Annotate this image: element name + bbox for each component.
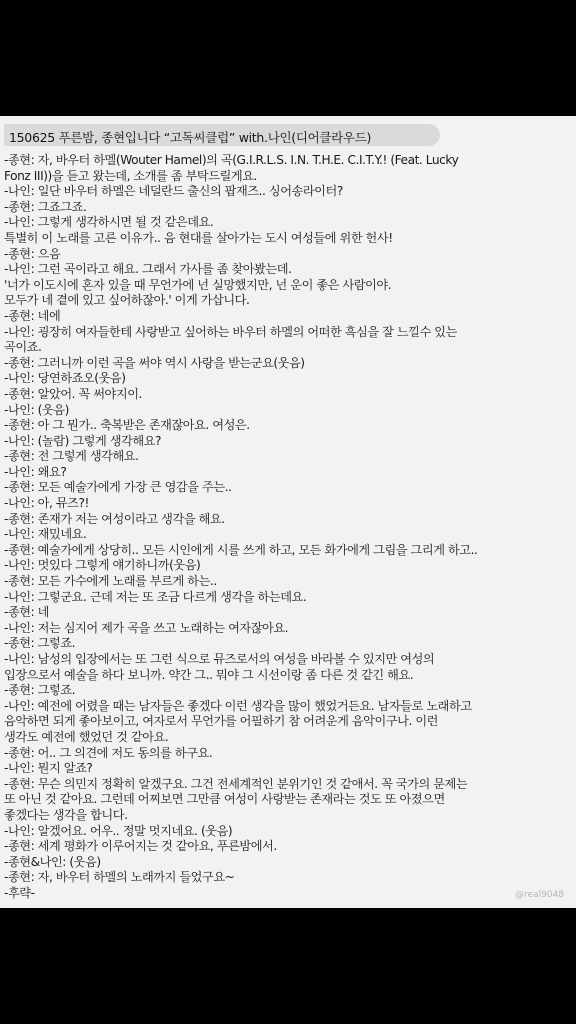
transcript-line: -나인: (놀람) 그렇게 생각해요? — [4, 433, 162, 448]
transcript-line: 좋겠다는 생각을 합니다. — [4, 807, 128, 822]
transcript-line: Fonz III))을 듣고 왔는데, 소개를 좀 부탁드릴게요. — [4, 168, 257, 183]
document-page — [0, 116, 576, 908]
transcript-line: -종현: 아 그 뭔가.. 축복받은 존재잖아요. 여성은. — [4, 418, 250, 433]
transcript-line: 생각도 예전에 했었던 것 같아요. — [4, 729, 169, 744]
transcript-line: -나인: 그렇게 생각하시면 될 것 같은데요. — [4, 215, 214, 230]
transcript-line: -나인: 그런 곡이라고 해요. 그래서 가사를 좀 찾아봤는데. — [4, 262, 292, 277]
transcript-line: -종현: 전 그렇게 생각해요. — [4, 449, 139, 464]
transcript-line: -종현: 존재가 저는 여성이라고 생각을 해요. — [4, 511, 225, 526]
transcript-line: -나인: 일단 바우터 하멜은 네덜란드 출신의 팝재즈.. 싱어송라이터? — [4, 184, 343, 199]
transcript-line: -종현: 그죠그죠. — [4, 199, 87, 214]
transcript-line: -나인: 왜요? — [4, 464, 67, 479]
transcript-line: -나인: 당연하죠오(웃음) — [4, 371, 126, 386]
transcript-line: 곡이죠. — [4, 340, 42, 355]
transcript-line: 또 아닌 것 같아요. 그런데 어찌보면 그만큼 여성이 사랑받는 존재라는 것도 또 아졌으면 — [4, 792, 445, 807]
transcript-line: -나인: 아, 뮤즈?! — [4, 496, 89, 511]
transcript-line: -나인: 남성의 입장에서는 또 그런 식으로 뮤즈로서의 여성을 바라볼 수 있지만 여성의 — [4, 652, 435, 666]
transcript-line: 음악하면 되게 좋아보이고, 여자로서 무언가를 어필하기 참 어려운게 음악이구나. 이런 — [4, 714, 438, 729]
title-banner — [4, 124, 440, 146]
transcript-line: 입장으로서 예술을 하다 보니까. 약간 그.. 뭐야 그 시선이랑 좀 다른 것 같긴 해요. — [4, 667, 414, 682]
transcript-line: -나인: 저는 심지어 제가 곡을 쓰고 노래하는 여자잖아요. — [4, 620, 289, 635]
transcript-line: -나인: 예전에 어렸을 때는 남자들은 좋겠다 이런 생각을 많이 했었거든요. 남자들로 노래하고 — [4, 698, 472, 713]
transcript-line: -종현: 무슨 의민지 정확히 알겠구요. 그건 전세계적인 분위기인 것 같애서. 꼭 국가의 문제는 — [4, 776, 468, 791]
transcript-line: -종현: 그렇죠. — [4, 636, 76, 651]
transcript-line: -종현: 자, 바우터 하멜의 노래까지 들었구요~ — [4, 870, 235, 885]
transcript-line: -후략- — [4, 885, 35, 900]
transcript-line: 특별히 이 노래를 고른 이유가.. 음 현대를 살아가는 도시 여성들에 위한 헌사! — [4, 230, 393, 245]
transcript-line: '너가 이도시에 혼자 있을 때 무언가에 넌 실망했지만, 넌 운이 좋은 사람이야. — [4, 277, 392, 292]
watermark: @real9048 — [515, 890, 564, 900]
transcript-body — [4, 153, 572, 902]
transcript-line: -종현&나인: (웃음) — [4, 854, 101, 869]
page-title: 150625 푸른밤, 종현입니다 “고독씨클럽” with.나인(디어클라우드) — [9, 130, 372, 145]
transcript-line: -나인: 뭔지 알죠? — [4, 761, 93, 776]
transcript-line: -종현: 으음 — [4, 246, 61, 261]
transcript-line: -나인: 알겠어요. 어우.. 정말 멋지네요. (웃음) — [4, 823, 233, 838]
transcript-line: -종현: 세계 평화가 이루어지는 것 같아요, 푸른밤에서. — [4, 839, 277, 854]
transcript-line: -나인: (웃음) — [4, 402, 69, 417]
transcript-line: -종현: 그렇죠. — [4, 683, 76, 698]
transcript-line: -나인: 굉장히 여자들한테 사랑받고 싶어하는 바우터 하멜의 어떠한 흑심을 잘 느낄수 있는 — [4, 324, 457, 339]
transcript-line: -종현: 알았어. 꼭 써야지이. — [4, 386, 142, 401]
transcript-line: -나인: 재밌네요. — [4, 527, 87, 542]
transcript-line: -나인: 멋있다 그렇게 얘기하니까(웃음) — [4, 558, 201, 573]
transcript-line: -종현: 네 — [4, 605, 49, 620]
transcript-line: -종현: 모든 가수에게 노래를 부르게 하는.. — [4, 574, 217, 589]
transcript-line: -종현: 어.. 그 의견에 저도 동의를 하구요. — [4, 745, 213, 760]
transcript-line: -종현: 네에 — [4, 308, 61, 323]
transcript-line: -나인: 그렇군요. 근데 저는 또 조금 다르게 생각을 하는데요. — [4, 589, 307, 604]
transcript-line: -종현: 모든 예술가에게 가장 큰 영감을 주는.. — [4, 480, 232, 495]
transcript-line: -종현: 그러니까 이런 곡을 써야 역시 사랑을 받는군요(웃음) — [4, 355, 305, 370]
transcript-line: 모두가 네 곁에 있고 싶어하잖아.' 이게 가삽니다. — [4, 293, 250, 308]
transcript-line: -종현: 예술가에게 상당히.. 모든 시인에게 시를 쓰게 하고, 모든 화가에게 그림을 그리게 하고.. — [4, 542, 478, 557]
transcript-line: -종현: 자, 바우터 하멜(Wouter Hamel)의 곡(G.I.R.L.S. I.N. T.H.E. C.I.T.Y.! (Feat. Lucky — [4, 153, 459, 167]
